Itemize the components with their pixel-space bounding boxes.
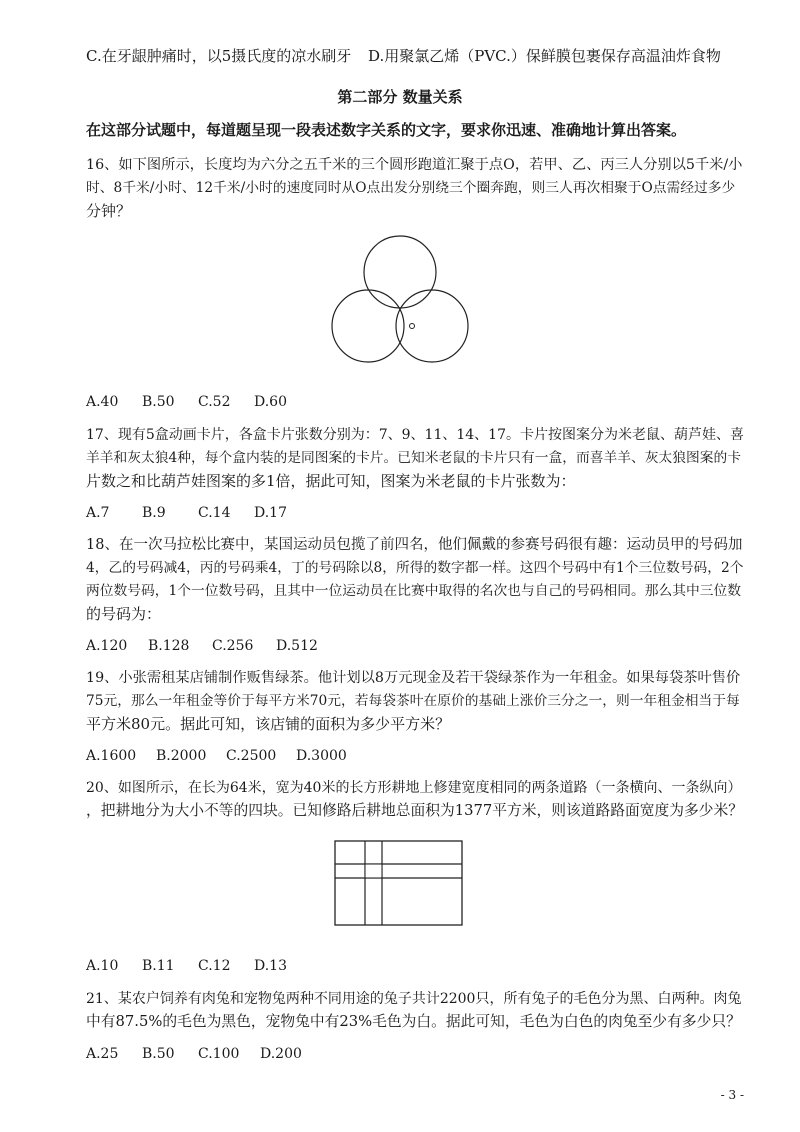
q20-option-d: D.13 [254, 958, 287, 974]
q18-option-b: B.128 [148, 638, 190, 654]
q19-option-a: A.1600 [86, 748, 137, 764]
point-o-marker [410, 324, 415, 329]
q16-line-1: 16、如下图所示，长度均为六分之五千米的三个圆形跑道汇聚于点O，若甲、乙、丙三人分别以5千米/小 [86, 157, 743, 173]
page-number: - 3 - [720, 1088, 744, 1102]
q19-option-c: C.2500 [226, 748, 277, 764]
q16-option-d: D.60 [254, 394, 287, 410]
q16-option-b: B.50 [142, 394, 175, 410]
q17-option-b: B.9 [142, 505, 166, 521]
q20-line-2: ，把耕地分为大小不等的四块。已知修路后耕地总面积为1377平方米，则该道路路面宽度为多少米？ [86, 802, 744, 819]
q19-line-3: 平方米80元。据此可知，该店铺的面积为多少平方米？ [86, 715, 451, 733]
q19-option-d: D.3000 [296, 748, 347, 764]
q17-option-c: C.14 [198, 505, 231, 521]
q21-line-2: 中有87.5%的毛色为黑色，宠物兔中有23%毛色为白。据此可知，毛色为白色的肉兔至少有多少只？ [86, 1013, 741, 1030]
option-c-prev: C.在牙龈肿痛时，以5摄氏度的凉水刷牙 [86, 47, 352, 65]
farmland-outline [335, 841, 462, 925]
q18-option-a: A.120 [86, 638, 128, 654]
option-d-prev: D.用聚氯乙烯（PVC.）保鲜膜包裹保存高温油炸食物 [368, 47, 721, 65]
q17-option-a: A.7 [86, 505, 110, 521]
three-circles-figure [320, 225, 480, 370]
section-instruction: 在这部分试题中，每道题呈现一段表述数字关系的文字，要求你迅速、准确地计算出答案。 [86, 121, 687, 139]
q20-option-c: C.12 [198, 958, 231, 974]
q21-option-a: A.25 [86, 1046, 119, 1062]
q18-line-1: 18、在一次马拉松比赛中，某国运动员包揽了前四名，他们佩戴的参赛号码很有趣：运动员甲的号码加 [86, 537, 743, 553]
q16-option-c: C.52 [198, 394, 231, 410]
q18-option-c: C.256 [212, 638, 254, 654]
farmland-roads-figure [334, 840, 464, 927]
q21-option-c: C.100 [198, 1046, 240, 1062]
q17-option-d: D.17 [254, 505, 287, 521]
q16-option-a: A.40 [86, 394, 119, 410]
q21-option-b: B.50 [142, 1046, 175, 1062]
section-title: 第二部分 数量关系 [337, 88, 463, 106]
q16-line-3: 分钟？ [86, 202, 132, 220]
q17-line-2: 羊羊和灰太狼4种，每个盒内装的是同图案的卡片。已知米老鼠的卡片只有一盒，而喜羊羊、灰太狼图案的卡 [86, 450, 742, 466]
q19-line-2: 75元，那么一年租金等价于每平方米70元，若每袋茶叶在原价的基础上涨价三分之一，则一年租金相当于每 [86, 693, 740, 709]
q17-line-3: 片数之和比葫芦娃图案的多1倍，据此可知，图案为米老鼠的卡片张数为： [86, 472, 576, 490]
circle-right [396, 290, 468, 362]
q17-line-1: 17、现有5盒动画卡片，各盒卡片张数分别为：7、9、11、14、17。卡片按图案分为米老鼠、葫芦娃、喜 [86, 427, 744, 443]
q20-option-b: B.11 [142, 958, 175, 974]
q19-line-1: 19、小张需租某店铺制作贩售绿茶。他计划以8万元现金及若干袋绿茶作为一年租金。如果每袋茶叶售价 [86, 670, 741, 686]
q18-line-2: 4，乙的号码减4，丙的号码乘4，丁的号码除以8，所得的数字都一样。这四个号码中有1个三位数号码，2个 [86, 560, 744, 576]
q19-option-b: B.2000 [156, 748, 207, 764]
q18-option-d: D.512 [276, 638, 318, 654]
q18-line-4: 的号码为： [86, 605, 162, 623]
q20-line-1: 20、如图所示，在长为64米，宽为40米的长方形耕地上修建宽度相同的两条道路（一条横向、一条纵向） [86, 780, 742, 796]
road-intersection [366, 865, 382, 878]
circle-top [364, 236, 436, 308]
q18-line-3: 两位数号码，1个一位数号码，且其中一位运动员在比赛中取得的名次也与自己的号码相同。那么其中三位数 [86, 583, 742, 599]
q16-line-2: 时、8千米/小时、12千米/小时的速度同时从O点出发分别绕三个圈奔跑，则三人再次相聚于O点需经过多少 [86, 180, 736, 196]
q20-option-a: A.10 [86, 958, 119, 974]
q21-line-1: 21、某农户饲养有肉兔和宠物兔两种不同用途的兔子共计2200只，所有兔子的毛色分为黑、白两种。肉兔 [86, 991, 742, 1007]
circle-left [332, 290, 404, 362]
q21-option-d: D.200 [260, 1046, 302, 1062]
